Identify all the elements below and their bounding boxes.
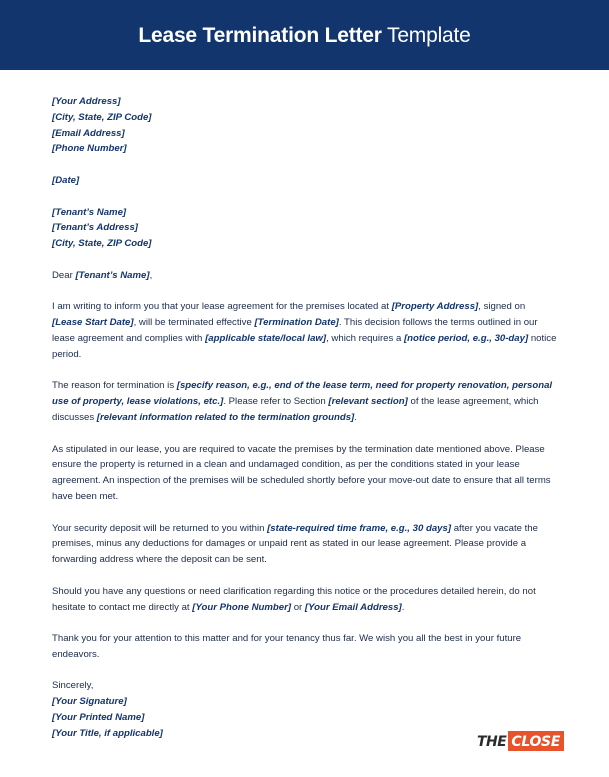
placeholder-field: [state-required time frame, e.g., 30 days]	[267, 522, 452, 534]
greeting-suffix: ,	[149, 269, 153, 281]
sender-email: [Email Address]	[52, 127, 125, 139]
date-block	[52, 173, 557, 189]
logo-the: THE	[477, 734, 507, 750]
placeholder-field: [Your Email Address]	[304, 601, 402, 613]
paragraph-text: I am writing to inform you that your lease agreement for the premises located at	[52, 301, 392, 313]
paragraph	[52, 299, 557, 362]
signature: [Your Signature]	[52, 696, 127, 708]
signer-title: [Your Title, if applicable]	[52, 727, 163, 739]
title-bold: Lease Termination Letter	[138, 24, 382, 47]
sender-city: [City, State, ZIP Code]	[52, 111, 152, 123]
placeholder-field: [specify reason, e.g., end of the lease term, need for property renovation, personal use of property, lease violations, etc.]	[52, 380, 553, 408]
printed-name: [Your Printed Name]	[52, 712, 145, 724]
paragraph-text: .	[401, 601, 405, 613]
page-header	[0, 0, 609, 70]
tenant-address: [Tenant’s Address]	[52, 222, 139, 234]
paragraph-text: . This decision follows the terms outlined in our lease agreement and complies with	[52, 317, 538, 344]
sender-block	[52, 94, 557, 157]
paragraph	[52, 442, 557, 505]
placeholder-field: [relevant section]	[328, 396, 408, 408]
sender-address: [Your Address]	[52, 96, 121, 107]
placeholder-field: [Termination Date]	[254, 317, 339, 329]
paragraph-text: of the lease agreement, which discusses	[52, 396, 539, 423]
placeholder-field: [Property Address]	[391, 301, 479, 313]
paragraph-text: , will be terminated effective	[133, 317, 255, 329]
letter-body	[52, 94, 557, 742]
greeting-prefix: Dear	[52, 269, 76, 281]
greeting-name: [Tenant’s Name]	[75, 269, 150, 281]
paragraph-text: Your security deposit will be returned to you within	[52, 522, 268, 534]
paragraph-text: , signed on	[478, 301, 526, 313]
placeholder-field: [Your Phone Number]	[192, 601, 292, 613]
paragraph-text: As stipulated in our lease, you are required to vacate the premises by the termination date mentioned above. Please ensure the property is returned in a clean and undamaged condition, as per the conditions stated in your lease agreement. An inspection of the premises will be scheduled shortly before your move-out date to ensure that all terms have been met.	[52, 443, 551, 502]
placeholder-field: [relevant information related to the termination grounds]	[96, 411, 355, 423]
letter-date: [Date]	[52, 174, 80, 186]
paragraph-text: Should you have any questions or need clarification regarding this notice or the procedures detailed herein, do not hesitate to contact me directly at	[52, 585, 536, 613]
letter-paragraphs	[52, 299, 557, 662]
title-regular: Template	[387, 24, 471, 47]
paragraph	[52, 631, 557, 663]
recipient-block	[52, 205, 557, 252]
paragraph-text: Thank you for your attention to this matter and for your tenancy thus far. We wish you all the best in your future endeavors.	[52, 633, 522, 660]
placeholder-field: [Lease Start Date]	[52, 317, 134, 329]
paragraph	[52, 521, 557, 568]
paragraph	[52, 378, 557, 425]
paragraph-text: . Please refer to Section	[223, 396, 329, 408]
paragraph-text: notice period.	[52, 332, 557, 360]
page-title	[138, 22, 470, 48]
sender-phone: [Phone Number]	[52, 143, 127, 155]
placeholder-field: [notice period, e.g., 30-day]	[403, 332, 529, 344]
greeting	[52, 268, 557, 284]
paragraph-text: after you vacate the premises, minus any deductions for damages or unpaid rent as stated in our lease agreement. Please provide a forwarding address where the deposit can be sent.	[52, 522, 538, 566]
tenant-city: [City, State, ZIP Code]	[52, 238, 152, 250]
placeholder-field: [applicable state/local law]	[205, 332, 327, 344]
paragraph-text: , which requires a	[326, 332, 404, 344]
the-close-logo	[477, 731, 564, 751]
paragraph-text: .	[354, 411, 357, 423]
paragraph	[52, 584, 557, 616]
paragraph-text: or	[291, 601, 305, 613]
tenant-name: [Tenant’s Name]	[52, 206, 127, 218]
closing: Sincerely,	[52, 680, 94, 692]
paragraph-text: The reason for termination is	[52, 380, 177, 392]
logo-close: CLOSE	[508, 731, 564, 751]
